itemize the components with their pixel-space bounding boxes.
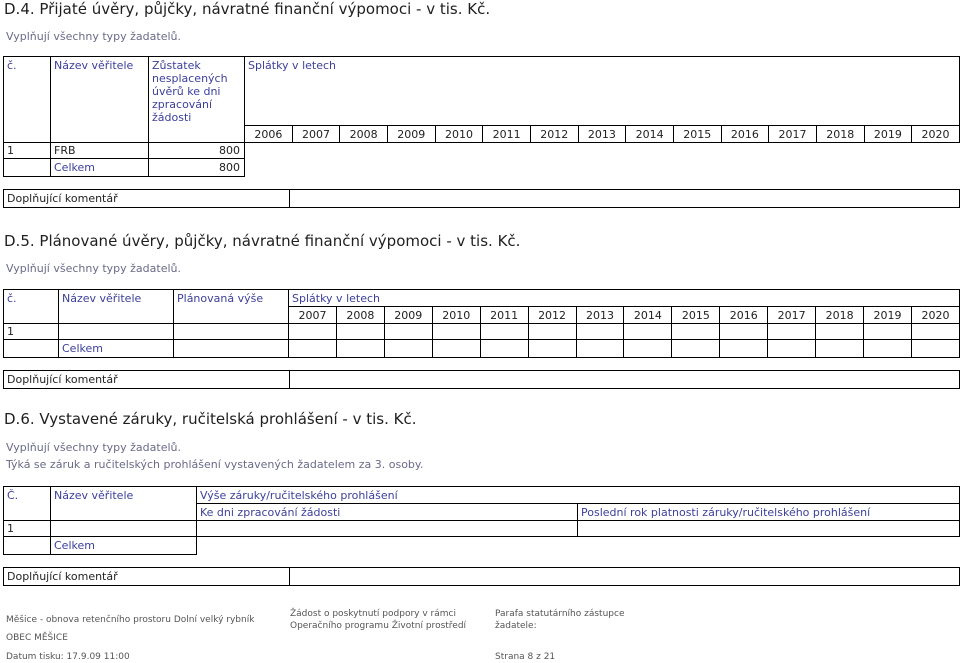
- d5-installment-cell[interactable]: [911, 324, 959, 340]
- d5-installment-cell[interactable]: [528, 324, 576, 340]
- d6-header-last-year: Poslední rok platnosti záruky/ručitelského prohlášení: [578, 504, 960, 521]
- d5-note: Vyplňují všechny typy žadatelů.: [6, 262, 181, 275]
- footer-project: Měšice - obnova retenčního prostoru Dolní velký rybník: [6, 615, 255, 625]
- d6-total-empty: [197, 537, 960, 555]
- d5-installment-cell: [864, 340, 912, 358]
- d5-installment-cell: [768, 340, 816, 358]
- d4-header-remaining: Zůstatek nesplacených úvěrů ke dni zpracování žádosti: [149, 57, 245, 143]
- d5-comment-label: Doplňující komentář: [4, 371, 290, 389]
- d5-installment-cell: [911, 340, 959, 358]
- footer-signature-line1: Parafa statutárního zástupce: [495, 609, 625, 619]
- d5-installment-cell[interactable]: [816, 324, 864, 340]
- d5-total-planned: [174, 340, 289, 358]
- d5-installment-cell: [336, 340, 384, 358]
- d5-year-2009: 2009: [384, 307, 432, 324]
- d5-year-2008: 2008: [336, 307, 384, 324]
- d6-note2: Týká se záruk a ručitelských prohlášení vystavených žadatelem za 3. osoby.: [6, 458, 424, 471]
- table-row: [4, 324, 960, 340]
- d5-year-2015: 2015: [672, 307, 720, 324]
- d5-installment-cell: [289, 340, 337, 358]
- d5-installment-cell: [624, 340, 672, 358]
- footer-signature-line2: žadatele:: [495, 621, 537, 631]
- footer-request-line2: Operačního programu Životní prostředí: [290, 621, 467, 631]
- d4-total-empty: [245, 159, 960, 177]
- d4-year-2012: 2012: [530, 126, 578, 143]
- table-row: [4, 340, 960, 358]
- footer-request-line1: Žádost o poskytnutí podpory v rámci: [290, 609, 456, 619]
- d5-row-planned[interactable]: [174, 324, 289, 340]
- d5-installment-cell: [720, 340, 768, 358]
- d4-row-empty: [245, 143, 960, 159]
- d5-installment-cell[interactable]: [576, 324, 624, 340]
- d5-installment-cell[interactable]: [720, 324, 768, 340]
- d4-year-2011: 2011: [483, 126, 531, 143]
- d5-year-2012: 2012: [528, 307, 576, 324]
- d4-year-2010: 2010: [435, 126, 483, 143]
- d4-table: [3, 56, 960, 177]
- table-row: [4, 143, 960, 159]
- d6-total-label: Celkem: [51, 537, 197, 555]
- d6-comment-label: Doplňující komentář: [4, 568, 290, 586]
- d5-installment-cell: [432, 340, 480, 358]
- d5-installment-cell[interactable]: [480, 324, 528, 340]
- d4-title: D.4. Přijaté úvěry, půjčky, návratné finanční výpomoci - v tis. Kč.: [4, 0, 491, 18]
- d4-comment-field[interactable]: [290, 190, 960, 208]
- d4-comment-label: Doplňující komentář: [4, 190, 290, 208]
- footer-print-date: Datum tisku: 17.9.09 11:00: [6, 652, 130, 662]
- d5-installment-cell[interactable]: [289, 324, 337, 340]
- d4-row-name: FRB: [51, 143, 149, 159]
- d4-year-2017: 2017: [769, 126, 817, 143]
- table-row: [4, 537, 960, 555]
- d5-year-2013: 2013: [576, 307, 624, 324]
- d5-year-2019: 2019: [864, 307, 912, 324]
- d5-year-2010: 2010: [432, 307, 480, 324]
- d5-comment-table: [3, 370, 960, 389]
- d5-year-2017: 2017: [768, 307, 816, 324]
- d5-year-2007: 2007: [289, 307, 337, 324]
- d5-total-no: [4, 340, 59, 358]
- d5-header-name: Název věřitele: [59, 290, 174, 324]
- d4-year-2008: 2008: [340, 126, 388, 143]
- d5-header-no: č.: [4, 290, 59, 324]
- d5-row-no: 1: [4, 324, 59, 340]
- table-row: [4, 521, 960, 537]
- d6-header-name: Název věřitele: [51, 487, 197, 521]
- d6-row-as-of[interactable]: [197, 521, 578, 537]
- d6-row-no: 1: [4, 521, 51, 537]
- table-row: [4, 159, 960, 177]
- d5-installment-cell: [480, 340, 528, 358]
- d5-installment-cell: [576, 340, 624, 358]
- d4-year-2007: 2007: [292, 126, 340, 143]
- d4-header-name: Název věřitele: [51, 57, 149, 143]
- d5-installment-cell[interactable]: [864, 324, 912, 340]
- footer-applicant: OBEC MĚŠICE: [6, 633, 68, 643]
- d5-title: D.5. Plánované úvěry, půjčky, návratné finanční výpomoci - v tis. Kč.: [4, 232, 521, 250]
- d4-total-label: Celkem: [51, 159, 149, 177]
- d4-year-2020: 2020: [912, 126, 960, 143]
- d6-title: D.6. Vystavené záruky, ručitelská prohlášení - v tis. Kč.: [4, 410, 417, 428]
- d4-total-remaining: 800: [149, 159, 245, 177]
- d6-comment-table: [3, 567, 960, 586]
- d5-comment-field[interactable]: [290, 371, 960, 389]
- d4-row-no: 1: [4, 143, 51, 159]
- d4-header-no: č.: [4, 57, 51, 143]
- d6-header-as-of: Ke dni zpracování žádosti: [197, 504, 578, 521]
- d5-installment-cell[interactable]: [672, 324, 720, 340]
- d5-year-2014: 2014: [624, 307, 672, 324]
- d5-installment-cell: [672, 340, 720, 358]
- d5-year-2016: 2016: [720, 307, 768, 324]
- d5-installment-cell[interactable]: [768, 324, 816, 340]
- d4-comment-table: [3, 189, 960, 208]
- d5-header-planned: Plánovaná výše: [174, 290, 289, 324]
- d5-installment-cell: [528, 340, 576, 358]
- d5-year-2018: 2018: [816, 307, 864, 324]
- d4-year-2019: 2019: [864, 126, 912, 143]
- d4-total-no: [4, 159, 51, 177]
- d4-year-2018: 2018: [816, 126, 864, 143]
- d4-year-2014: 2014: [626, 126, 674, 143]
- d6-row-name[interactable]: [51, 521, 197, 537]
- d6-table: [3, 486, 960, 555]
- d5-installment-cell[interactable]: [624, 324, 672, 340]
- footer-page-number: Strana 8 z 21: [495, 652, 556, 662]
- d4-year-2016: 2016: [721, 126, 769, 143]
- d6-total-no: [4, 537, 51, 555]
- d5-header-installments: Splátky v letech: [289, 290, 960, 307]
- d4-year-2015: 2015: [673, 126, 721, 143]
- d4-year-2006: 2006: [245, 126, 293, 143]
- d4-note: Vyplňují všechny typy žadatelů.: [6, 30, 181, 43]
- d5-year-2011: 2011: [480, 307, 528, 324]
- d5-installment-cell: [816, 340, 864, 358]
- d5-installment-cell[interactable]: [432, 324, 480, 340]
- d6-header-no: Č.: [4, 487, 51, 521]
- d4-year-2013: 2013: [578, 126, 626, 143]
- d5-row-name[interactable]: [59, 324, 174, 340]
- d6-row-last-year[interactable]: [578, 521, 960, 537]
- d4-header-installments: Splátky v letech: [245, 57, 960, 126]
- d4-row-remaining: 800: [149, 143, 245, 159]
- d5-total-label: Celkem: [59, 340, 174, 358]
- d5-table: [3, 289, 960, 358]
- d5-installment-cell: [384, 340, 432, 358]
- d6-comment-field[interactable]: [290, 568, 960, 586]
- d6-note1: Vyplňují všechny typy žadatelů.: [6, 441, 181, 454]
- d6-header-amount: Výše záruky/ručitelského prohlášení: [197, 487, 960, 504]
- d4-year-2009: 2009: [387, 126, 435, 143]
- d5-installment-cell[interactable]: [336, 324, 384, 340]
- d5-installment-cell[interactable]: [384, 324, 432, 340]
- d5-year-2020: 2020: [911, 307, 959, 324]
